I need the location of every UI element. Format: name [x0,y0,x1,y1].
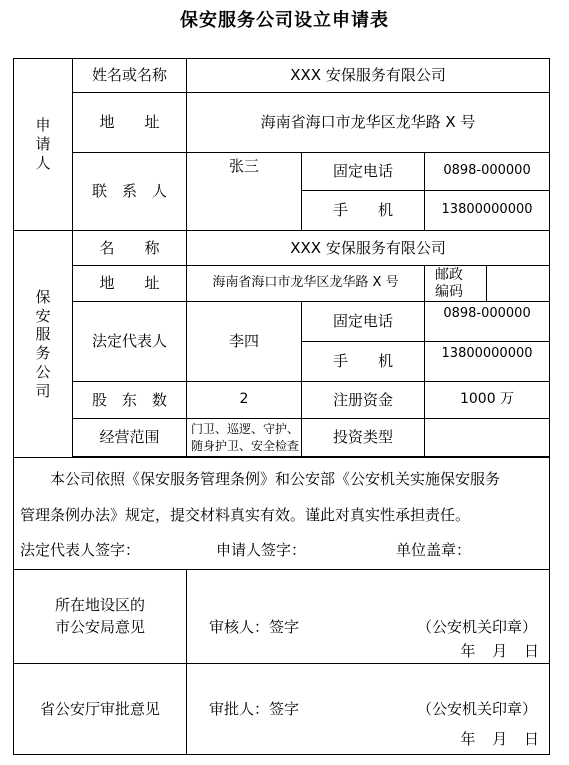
company-phone-value[interactable]: 0898-000000 [425,302,550,342]
applicant-contact-label: 联 系 人 [73,153,187,231]
declaration-line1: 本公司依照《保安服务管理条例》和公安部《公安机关实施保安服务 [50,469,501,488]
applicant-mobile-label: 手 机 [302,191,425,231]
province-opinion-field[interactable] [187,664,550,755]
applicant-address-label: 地 址 [73,93,187,153]
company-legal-rep-value[interactable]: 李四 [187,302,302,382]
applicant-section-label: 申 请 人 [14,59,73,231]
company-postcode-value[interactable] [487,266,550,302]
company-name-label: 名 称 [73,231,187,266]
province-opinion-date[interactable]: 年 月 日 [460,730,540,748]
company-mobile-label: 手 机 [302,342,425,382]
company-name-value[interactable]: XXX 安保服务有限公司 [187,231,550,266]
company-address-value[interactable]: 海南省海口市龙华区龙华路 X 号 [187,266,425,302]
company-investment-label: 投资类型 [302,419,425,457]
applicant-name-value[interactable]: XXX 安保服务有限公司 [187,59,550,93]
declaration-line2: 管理条例办法》规定，提交材料真实有效。谨此对真实性承担责任。 [20,505,471,524]
applicant-address-value[interactable]: 海南省海口市龙华区龙华路 X 号 [187,93,550,153]
province-police-seal: （公安机关印章） [417,700,538,718]
applicant-phone-label: 固定电话 [302,153,425,191]
city-opinion-field[interactable] [187,570,550,664]
company-shareholders-label: 股 东 数 [73,382,187,419]
applicant-signature[interactable]: 申请人签字： [216,540,307,559]
unit-seal[interactable]: 单位盖章： [396,540,472,559]
signature-row [20,533,541,567]
company-legal-rep-label: 法定代表人 [73,302,187,382]
company-phone-label: 固定电话 [302,302,425,342]
city-opinion-date[interactable]: 年 月 日 [460,642,540,660]
company-scope-label: 经营范围 [73,419,187,457]
application-form-table [13,58,550,755]
city-police-seal: （公安机关印章） [417,618,538,636]
form-title: 保安服务公司设立申请表 [180,10,389,31]
applicant-mobile-value[interactable]: 13800000000 [425,191,550,231]
applicant-phone-value[interactable]: 0898-000000 [425,153,550,191]
company-investment-value[interactable] [425,419,550,457]
legal-rep-signature[interactable]: 法定代表人签字： [20,540,141,559]
company-section-label: 保 安 服 务 公 司 [14,231,73,458]
applicant-name-label: 姓名或名称 [73,59,187,93]
company-scope-value[interactable]: 门卫、巡逻、守护、随身护卫、安全检查 [187,419,302,457]
province-approver-signature[interactable]: 审批人：签字 [209,700,300,718]
city-opinion-label: 所在地设区的 市公安局意见 [14,570,187,664]
company-mobile-value[interactable]: 13800000000 [425,342,550,382]
declaration-block [14,458,550,570]
company-shareholders-value[interactable]: 2 [187,382,302,419]
applicant-contact-value[interactable]: 张三 [187,153,302,231]
company-address-label: 地 址 [73,266,187,302]
company-capital-value[interactable]: 1000 万 [425,382,550,419]
city-reviewer-signature[interactable]: 审核人：签字 [209,618,300,636]
province-opinion-label: 省公安厅审批意见 [14,664,187,755]
company-capital-label: 注册资金 [302,382,425,419]
company-postcode-label: 邮政编码 [425,266,487,302]
